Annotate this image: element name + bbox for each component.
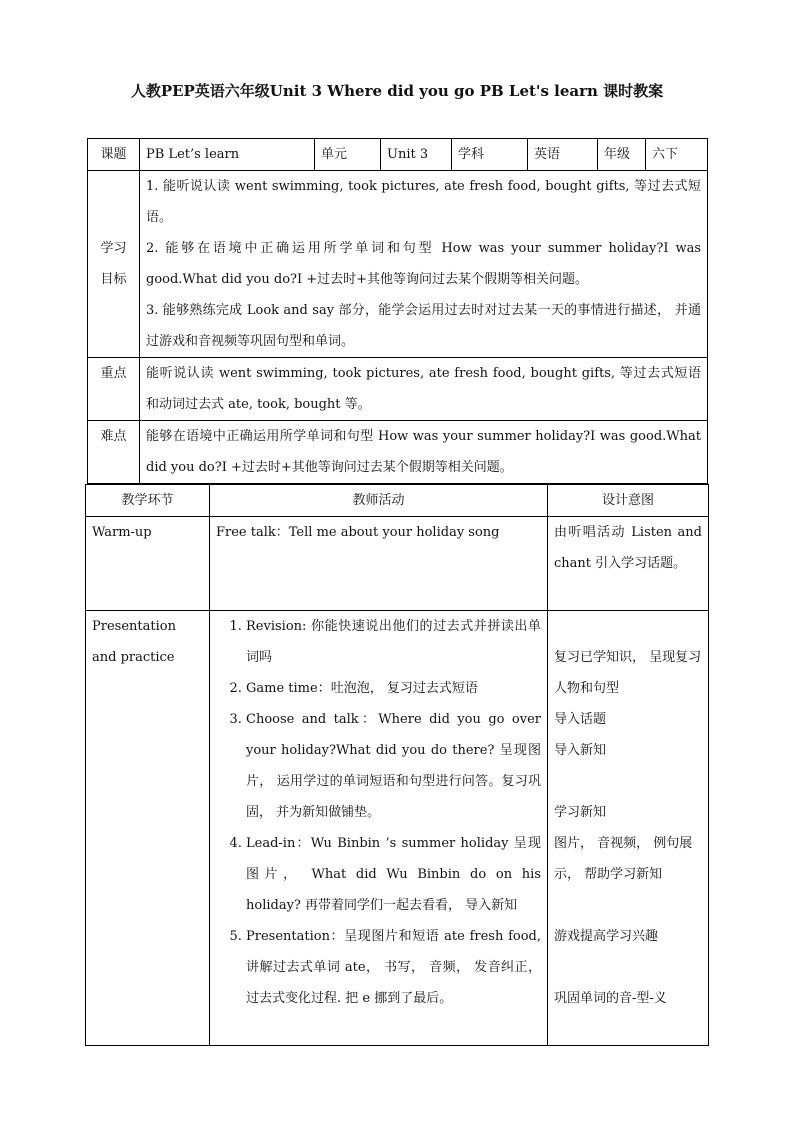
key-text: 能听说认读 went swimming, took pictures, ate fresh food, bought gifts, 等过去式短语和动词过去式 ate, took, bought 等。 <box>146 366 701 412</box>
purpose-item: 巩固单词的音-型-义 <box>554 991 667 1006</box>
topic-label: 课题 <box>88 139 140 171</box>
presentation-purpose <box>548 611 709 1046</box>
subject-label: 学科 <box>452 139 528 171</box>
goals-label: 学习目标 <box>100 241 127 287</box>
lesson-info-table <box>87 138 708 484</box>
header-purpose: 设计意图 <box>548 485 709 517</box>
header-activity: 教师活动 <box>210 485 548 517</box>
step-item: 1. Revision: 你能快速说出他们的过去式并拼读出单词吗 <box>246 611 541 673</box>
goal-item: 1. 能听说认读 went swimming, took pictures, ate fresh food, bought gifts, 等过去式短语。 <box>146 179 701 225</box>
page-title: 人教PEP英语六年级Unit 3 Where did you go PB Let's learn 课时教案 <box>130 82 664 100</box>
unit-label: 单元 <box>315 139 381 171</box>
step-item: 2. Game time：吐泡泡， 复习过去式短语 <box>246 673 541 704</box>
purpose-item: 复习已学知识， 呈现复习人物和句型 <box>554 650 702 696</box>
step-item: 5. Presentation：呈现图片和短语 ate fresh food, 讲解过去式单词 ate， 书写， 音频， 发音纠正，过去式变化过程. 把 e 挪到了最后。 <box>246 921 541 1014</box>
teaching-process-table <box>85 484 709 1046</box>
key-label: 重点 <box>88 358 140 421</box>
unit-value: Unit 3 <box>381 139 452 171</box>
subject-value: 英语 <box>528 139 598 171</box>
purpose-item: 导入新知 <box>554 743 607 758</box>
topic-value: PB Let’s learn <box>140 139 315 171</box>
difficult-label: 难点 <box>88 421 140 484</box>
purpose-item: 图片， 音视频， 例句展示， 帮助学习新知 <box>554 836 693 882</box>
warmup-purpose: 由听唱活动 Listen and chant 引入学习话题。 <box>554 525 702 571</box>
goals-content <box>140 171 708 358</box>
purpose-item: 游戏提高学习兴趣 <box>554 929 659 944</box>
warmup-stage: Warm-up <box>86 517 210 611</box>
difficult-text: 能够在语境中正确运用所学单词和句型 How was your summer holiday?I was good.What did you do?I +过去时+其他等询问过去某个假期等相关问题。 <box>146 429 701 475</box>
grade-value: 六下 <box>646 139 708 171</box>
presentation-stage: Presentation and practice <box>86 611 210 1046</box>
presentation-activity <box>210 611 548 1046</box>
step-item: 3. Choose and talk：Where did you go over your holiday?What did you do there? 呈现图片， 运用学过的单词短语和句型进行问答。复习巩固， 并为新知做铺垫。 <box>246 704 541 828</box>
goal-item: 3. 能够熟练完成 Look and say 部分，能学会运用过去时对过去某一天的事情进行描述， 并通过游戏和音视频等巩固句型和单词。 <box>146 303 701 349</box>
step-item: 4. Lead-in：Wu Binbin ’s summer holiday 呈现图片， What did Wu Binbin do on his holiday? 再带着同学们一起去看看， 导入新知 <box>246 828 541 921</box>
header-stage: 教学环节 <box>86 485 210 517</box>
warmup-activity: Free talk：Tell me about your holiday song <box>210 517 548 611</box>
purpose-item: 导入话题 <box>554 712 607 727</box>
goal-item: 2. 能够在语境中正确运用所学单词和句型 How was your summer holiday?I was good.What did you do?I +过去时+其他等询问过去某个假期等相关问题。 <box>146 241 701 287</box>
grade-label: 年级 <box>598 139 646 171</box>
purpose-item: 学习新知 <box>554 805 607 820</box>
